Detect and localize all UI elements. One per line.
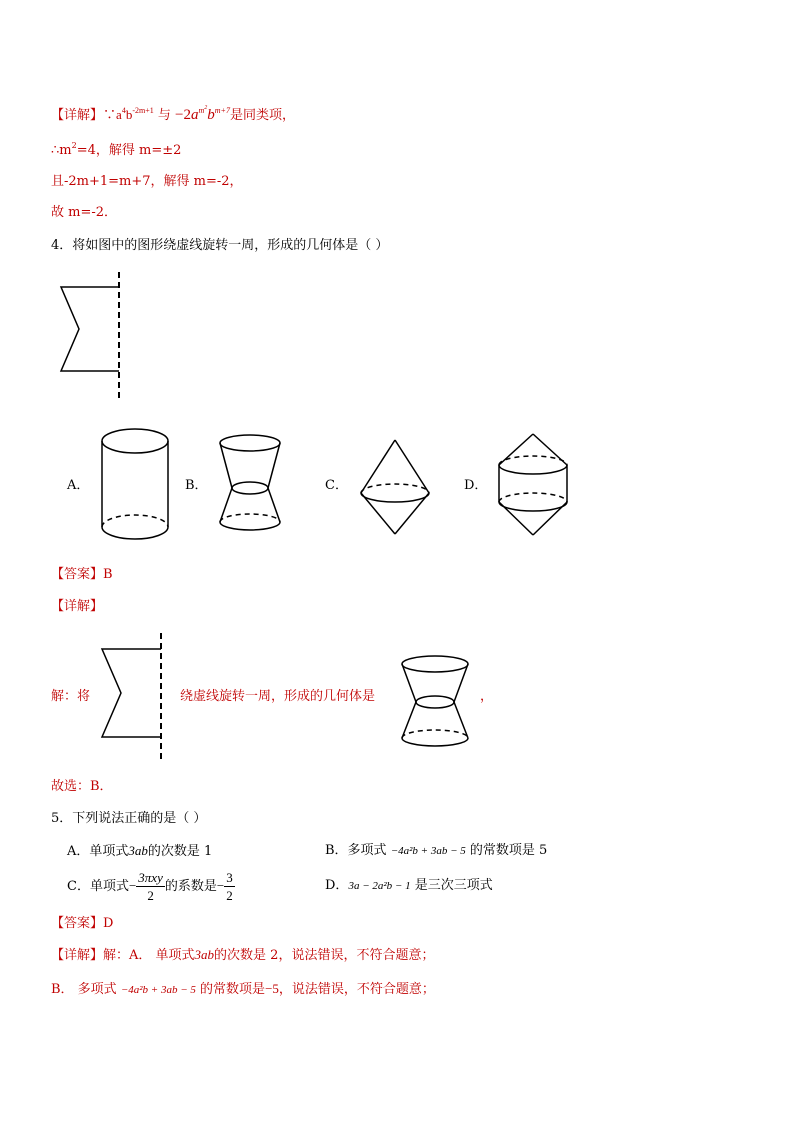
option-c-coef-denominator: 2 (226, 888, 233, 903)
q5-detail-a: 【详解】解：A． 单项式3ab的次数是 2，说法错误，不符合题意； (51, 947, 435, 963)
with-word: 与 (157, 108, 171, 123)
q4-stem: 4．将如图中的图形绕虚线旋转一周，形成的几何体是（ ） (51, 238, 389, 253)
term1-b-exp: -2m+1 (132, 106, 154, 115)
q4-original-figure (55, 272, 135, 402)
q5-detail-b: B． 多项式 −4a²b + 3ab − 5 的常数项是−5，说法错误，不符合题意； (51, 981, 435, 997)
option-d-expr: 3a − 2a²b − 1 (348, 880, 411, 892)
q4-solution-pre: 解：将 (51, 689, 91, 704)
figure-outline (61, 287, 119, 371)
q4-conclusion: 故选：B． (51, 779, 113, 794)
option-a-expr: 3ab (128, 843, 148, 858)
q3-detail-tag: 【详解】 (51, 108, 104, 123)
q4-detail-tag: 【详解】 (51, 599, 104, 614)
term2-a-exp: m (198, 106, 205, 115)
option-a-cylinder (100, 428, 172, 540)
q3-detail-line1 (51, 106, 295, 125)
option-b-double-frustum (218, 434, 284, 534)
option-c-coef-numerator: 3 (226, 870, 233, 885)
q4-solution-mid: 绕虚线旋转一周，形成的几何体是 (180, 689, 376, 704)
q5-option-c: C．单项式− $\frac{\text{3πxy}}{2}$ 的系数是− $\frac{3}{2}$ (67, 870, 233, 903)
option-c-numerator: 3πxy (138, 870, 163, 885)
q4-option-d-label: D． (464, 478, 488, 493)
term2-b: b (207, 107, 215, 123)
option-c-double-cone (359, 438, 433, 540)
q5-stem: 5．下列说法正确的是（ ） (51, 811, 207, 826)
term2-a: a (190, 107, 199, 123)
since-symbol: ∵ (103, 108, 117, 123)
q4-option-a-label: A． (67, 478, 90, 493)
q3-suffix: 是同类项， (229, 108, 295, 123)
term1-b: b (125, 107, 133, 122)
term1-a-exp: 4 (121, 106, 126, 115)
term2-coef: −2 (175, 107, 191, 123)
q5-option-b: B．多项式 −4a²b + 3ab − 5 的常数项是 5 (325, 843, 548, 858)
q5-option-d: D．3a − 2a²b − 1 是三次三项式 (325, 878, 493, 893)
term2-b-exp: m+7 (214, 106, 230, 115)
q3-detail-line4: 故 m=-2． (51, 205, 118, 220)
solution-original-figure (98, 633, 168, 765)
q3-detail-line2: $\therefore m^2=4$，解得 m=±2 (51, 141, 182, 158)
solution-result-solid (400, 655, 472, 751)
q4-option-c-label: C． (325, 478, 348, 493)
q4-option-b-label: B． (185, 478, 208, 493)
option-b-expr: −4a²b + 3ab − 5 (390, 845, 466, 857)
option-d-cone-cylinder-cone (497, 432, 571, 540)
q3-detail-line3: 且-2m+1=m+7，解得 m=-2， (51, 174, 243, 189)
term1-a: a (116, 107, 122, 122)
q4-answer: 【答案】B (51, 567, 113, 582)
q4-solution-post: ， (480, 689, 494, 704)
q5-option-a: A．单项式3ab的次数是 1 (67, 843, 213, 859)
term2-a-exp-sq: 2 (204, 105, 208, 111)
q5-answer: 【答案】D (51, 916, 114, 931)
option-c-denominator: 2 (147, 888, 154, 903)
